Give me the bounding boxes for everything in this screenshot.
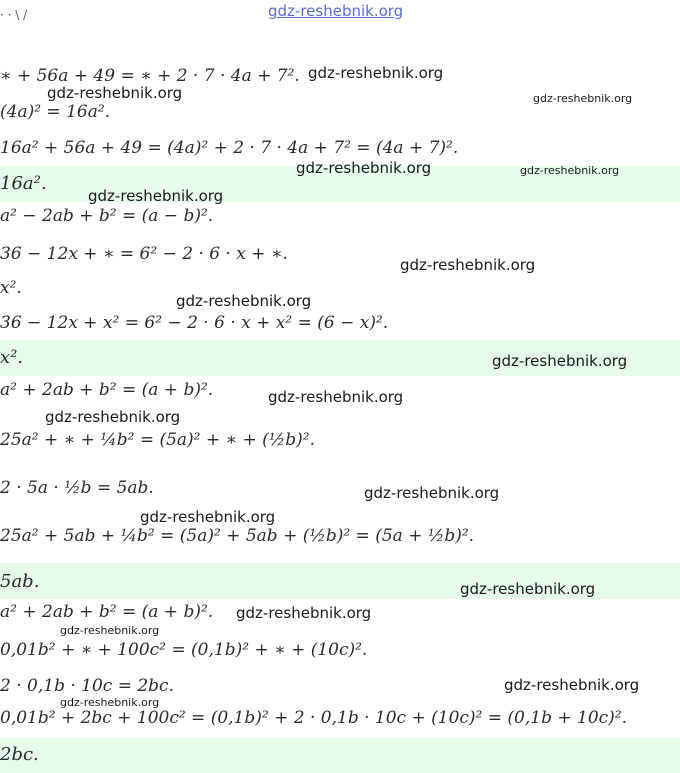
answer-line-4: 2bc. — [0, 744, 39, 765]
solution-line-1: ∗ + 56a + 49 = ∗ + 2 · 7 · 4a + 7². — [0, 66, 300, 86]
watermark: gdz-reshebnik.org — [176, 292, 312, 310]
solution-line-8: 36 − 12x + x² = 6² − 2 · 6 · x + x² = (6 − x)². — [0, 313, 389, 333]
watermark: gdz-reshebnik.org — [140, 508, 276, 526]
solution-line-10: a² + 2ab + b² = (a + b)². — [0, 380, 214, 400]
solution-line-11: 25a² + ∗ + ¼b² = (5a)² + ∗ + (½b)². — [0, 430, 315, 450]
watermark: gdz-reshebnik.org — [296, 159, 432, 177]
watermark: gdz-reshebnik.org — [60, 624, 160, 637]
solution-line-18: 0,01b² + 2bc + 100c² = (0,1b)² + 2 · 0,1b · 10c + (10c)² = (0,1b + 10c)². — [0, 708, 628, 728]
solution-line-5: a² − 2ab + b² = (a − b)². — [0, 206, 214, 226]
answer-line-3: 5ab. — [0, 571, 40, 592]
watermark: gdz-reshebnik.org — [88, 187, 224, 205]
watermark: gdz-reshebnik.org — [492, 352, 628, 370]
solution-line-6: 36 − 12x + ∗ = 6² − 2 · 6 · x + ∗. — [0, 244, 288, 264]
top-cut-fragment: · · \ / — [0, 8, 28, 22]
solution-line-15: a² + 2ab + b² = (a + b)². — [0, 602, 214, 622]
solution-line-16: 0,01b² + ∗ + 100c² = (0,1b)² + ∗ + (10c)². — [0, 640, 368, 660]
answer-highlight-4 — [0, 738, 680, 773]
watermark: gdz-reshebnik.org — [460, 580, 596, 598]
watermark: gdz-reshebnik.org — [533, 92, 633, 105]
answer-line-1: 16a². — [0, 173, 47, 194]
solution-line-3: 16a² + 56a + 49 = (4a)² + 2 · 7 · 4a + 7² = (4a + 7)². — [0, 138, 459, 158]
watermark: gdz-reshebnik.org — [60, 696, 160, 709]
answer-line-2: x². — [0, 347, 24, 368]
watermark: gdz-reshebnik.org — [520, 164, 620, 177]
solution-line-7: x². — [0, 278, 22, 298]
top-watermark-link[interactable]: gdz-reshebnik.org — [268, 2, 404, 20]
watermark: gdz-reshebnik.org — [308, 64, 444, 82]
watermark: gdz-reshebnik.org — [47, 84, 183, 102]
watermark: gdz-reshebnik.org — [400, 256, 536, 274]
watermark: gdz-reshebnik.org — [364, 484, 500, 502]
watermark: gdz-reshebnik.org — [504, 676, 640, 694]
watermark: gdz-reshebnik.org — [45, 408, 181, 426]
solution-line-13: 25a² + 5ab + ¼b² = (5a)² + 5ab + (½b)² = (5a + ½b)². — [0, 526, 475, 546]
watermark: gdz-reshebnik.org — [268, 388, 404, 406]
solution-line-2: (4a)² = 16a². — [0, 102, 111, 122]
watermark: gdz-reshebnik.org — [236, 604, 372, 622]
solution-line-12: 2 · 5a · ½b = 5ab. — [0, 478, 154, 498]
solution-line-17: 2 · 0,1b · 10c = 2bc. — [0, 676, 174, 696]
